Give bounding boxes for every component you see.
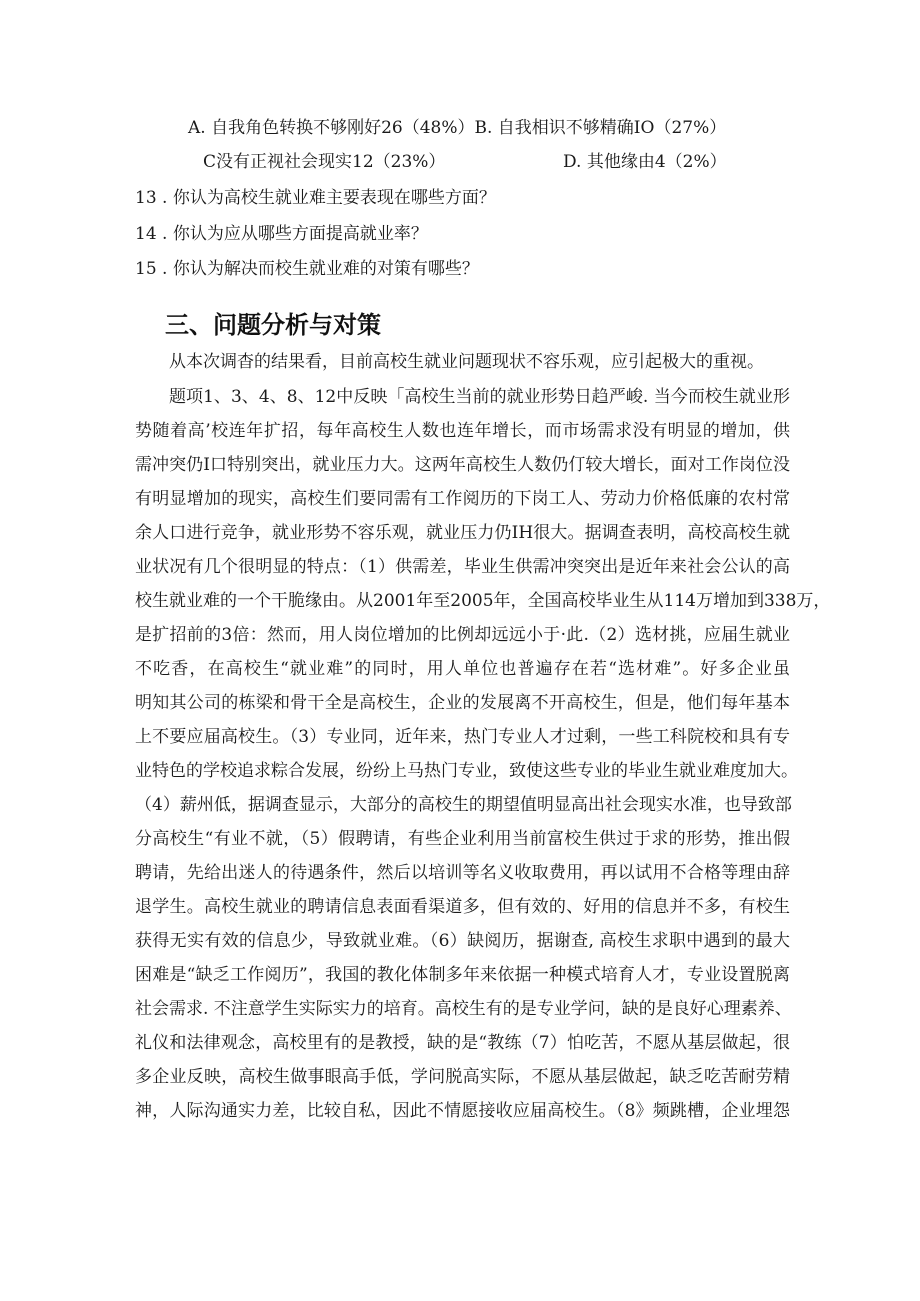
paragraph-line: 退学生。高校生就业的聘请信息表面看渠道多，但有效的、好用的信息并不多，有校生	[135, 897, 790, 917]
paragraph-line: 从本次调杳的结果看，目前高校生就业问题现状不容乐观，应引起极大的重视。	[169, 352, 764, 372]
paragraph-line: 不吃香，在高校生“就业难”的同时，用人单位也普遍存在若“选材难”。好多企业虽	[135, 659, 790, 679]
paragraph-line: 势随着高’校连年扩招，每年高校生人数也连年增长，而市场需求没有明显的增加，供	[135, 421, 790, 441]
paragraph-line: 上不要应届高校生。（3）专业同，近年来，热门专业人才过剩，一些工科院校和具有专	[135, 727, 790, 747]
question-15: 15 . 你认为解决而校生就业难的对策有哪些？	[135, 259, 479, 279]
paragraph-line: 礼仪和法律观念，高校里有的是教授，缺的是“教练（7）怕吃苦，不愿从基层做起，很	[135, 1033, 790, 1053]
option-d: D. 其他缘由4（2%）	[563, 152, 727, 172]
section-heading: 三、问题分析与对策	[165, 311, 381, 339]
paragraph-line: 需冲突仍I口特别突出，就业压力大。这两年高校生人数仍仃较大增长，面对工作岗位没	[135, 455, 790, 475]
paragraph-line: 神，人际沟通实力差，比较自私，因此不情愿接收应届高校生。（8》频跳槽，企业埋怨	[135, 1101, 790, 1121]
paragraph-line: 校生就业难的一个干脆缘由。从2001年至2005年，全国高校毕业生从114万增加到338万，	[135, 591, 831, 611]
question-14: 14 . 你认为应从哪些方面提高就业率？	[135, 224, 428, 244]
paragraph-line: 多企业反映，高校生做事眼高手低，学问脱高实际，不愿从基层做起，缺乏吃苦耐劳精	[135, 1067, 790, 1087]
paragraph-line: 业状况有几个很明显的特点：（1）供需差，毕业生供需冲突突出是近年来社会公认的高	[135, 557, 790, 577]
paragraph-line: 题项1、3、4、8、12中反映「高校生当前的就业形势日趋严峻. 当今而校生就业形	[169, 387, 790, 407]
paragraph-line: 明知其公司的栋梁和骨干全是高校生，企业的发展离不开高校生，但是，他们每年基本	[135, 693, 790, 713]
paragraph-line: 聘请，先给出迷人的待遇条件，然后以培训等名义收取费用，再以试用不合格等理由辞	[135, 863, 790, 883]
option-line-ab: A. 自我角色转换不够刚好26（48%）B. 自我相识不够精确IO（27%）	[188, 118, 727, 138]
paragraph-line: 是扩招前的3倍：然而，用人岗位增加的比例却远远小于·此.（2）选材挑，应届生就业	[135, 625, 790, 645]
paragraph-line: 社会需求. 不注意学生实际实力的培育。高校生有的是专业学问，缺的是良好心理素养、	[135, 999, 792, 1019]
paragraph-line: 获得无实有效的信息少，导致就业难。（6）缺阅历，据谢查, 高校生求职中遇到的最大	[135, 931, 790, 951]
paragraph-line: 有明显增加的现实，高校生们要同需有工作阅历的下岗工人、劳动力价格低廉的农村常	[135, 489, 790, 509]
option-c: C没有正视社会现实12（23%）	[203, 152, 446, 172]
paragraph-line: 分高校生“有业不就，（5）假聘请，有些企业利用当前富校生供过于求的形势，推出假	[135, 829, 790, 849]
paragraph-line: 困难是“缺乏工作阅历”，我国的教化体制多年来依据一种模式培育人才，专业设置脱离	[135, 965, 790, 985]
paragraph-intro	[135, 345, 790, 379]
paragraph-line: 余人口进行竞争，就业形势不容乐观，就业压力仍IH很大。据调查表明，高校高校生就	[135, 523, 790, 543]
question-13: 13 . 你认为高校生就业难主要表现在哪些方面？	[135, 188, 496, 208]
paragraph-line: 业特色的学校追求粽合发展，纷纷上马热门专业，致使这些专业的毕业生就业难度加大。	[135, 761, 798, 781]
paragraph-analysis	[135, 380, 831, 1128]
paragraph-line: （4）薪州低，据调查显示，大部分的高校生的期望值明显高出社会现实水准，也导致部	[135, 795, 792, 815]
